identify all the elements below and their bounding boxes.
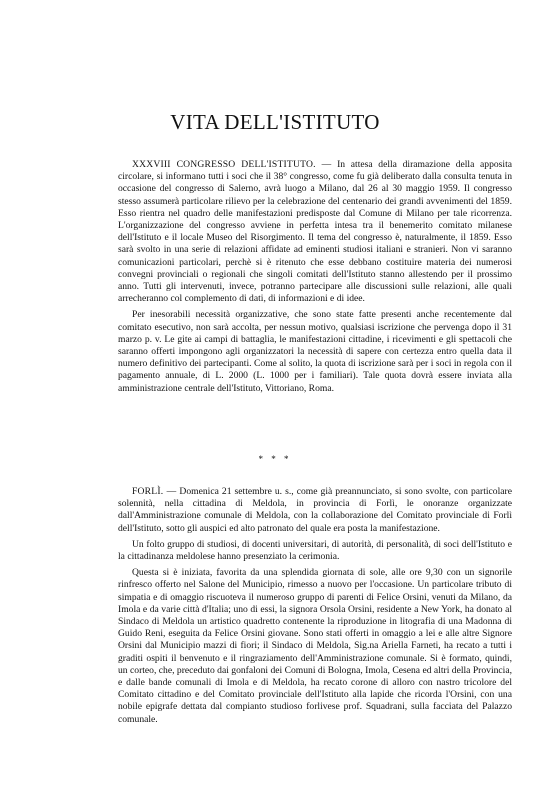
- section-heading: FORLÌ. —: [132, 486, 177, 497]
- paragraph: [118, 486, 512, 535]
- paragraph: Questa si è iniziata, favorita da una splendida giornata di sole, alle ore 9,30 con un signorile rinfresco offerto nel Salone del Municipio, rimesso a nuovo per l'occasione. Un particolare tributo di simpatia e di omaggio riscuoteva il numeroso gruppo di parenti di Felice Orsini, venuti da Milano, da Imola e da varie città d'Italia; uno di essi, la signora Orsola Orsini, residente a New York, ha donato al Sindaco di Meldola un artistico quadretto contenente la riproduzione in litografia di una Madonna di Guido Reni, eseguita da Felice Orsini giovane. Sono stati offerti in omaggio a lei e alle altre Signore Orsini dal Municipio mazzi di fiori; il Sindaco di Meldola, Sig.na Ariella Farneti, ha recato a tutti i graditi ospiti il benvenuto e il ringraziamento dell'Amministrazione comunale. Si è formato, quindi, un corteo, che, preceduto dai gonfaloni dei Comuni di Bologna, Imola, Cesena ed altri della Provincia, e dalle bande comunali di Imola e di Meldola, ha recato corone di alloro con nastro tricolore del Comitato cittadino e del Comitato provinciale dell'Istituto alla lapide che ricorda l'Orsini, con una nobile epigrafe dettata dal compianto studioso forlivese prof. Squadrani, sulla facciata del Palazzo comunale.: [118, 567, 512, 725]
- paragraph-text: In attesa della diramazione della apposita circolare, si informano tutti i soci che il 38° congresso, come fu già deliberato dalla consulta tenuta in occasione del congresso di Salerno, avrà luogo a Milano, dal 26 al 30 maggio 1959. Il congresso stesso assumerà particolare rilievo per la celebrazione del centenario dei grandi avvenimenti del 1859. Esso rientra nel quadro delle manifestazioni predisposte dal Comune di Milano per tale ricorrenza. L'organizzazione del congresso avviene in perfetta intesa tra il benemerito comitato milanese dell'Istituto e il locale Museo del Risorgimento. Il tema del congresso è, naturalmente, il 1859. Esso sarà svolto in una serie di relazioni affidate ad eminenti studiosi italiani e stranieri. Non vi saranno comunicazioni particolari, perchè si è ritenuto che esse debbano costituire materia dei numerosi convegni provinciali o regionali che singoli comitati dell'Istituto stanno allestendo per il prossimo anno. Tutti gli intervenuti, invece, potranno partecipare alle discussioni sulle relazioni, alle quali arrecheranno col complemento di dati, di informazioni e di idee.: [118, 159, 512, 305]
- page-title: VITA DELL'ISTITUTO: [170, 110, 380, 134]
- section-forli: [118, 486, 512, 730]
- section-separator: * * *: [258, 454, 292, 464]
- paragraph: Un folto gruppo di studiosi, di docenti universitari, di autorità, di personalità, di soci dell'Istituto e la cittadinanza meldolese hanno presenziato la cerimonia.: [118, 538, 512, 563]
- section-congresso: [118, 159, 512, 399]
- paragraph: [118, 159, 512, 305]
- paragraph-text: Domenica 21 settembre u. s., come già preannunciato, si sono svolte, con particolare solennità, nella cittadina di Meldola, in provincia di Forlì, le onoranze organizzate dall'Amministrazione comunale di Meldola, con la collaborazione del Comitato provinciale di Forlì dell'Istituto, sotto gli auspici ed alto patronato del quale era posta la manifestazione.: [118, 486, 512, 534]
- paragraph: Per inesorabili necessità organizzative, che sono state fatte presenti anche recentemente dal comitato esecutivo, non sarà accolta, per nessun motivo, qualsiasi iscrizione che pervenga dopo il 31 marzo p. v. Le gite ai campi di battaglia, le manifestazioni cittadine, i ricevimenti e gli spettacoli che saranno offerti impongono agli organizzatori la necessità di sapere con certezza entro quella data il numero definitivo dei partecipanti. Come al solito, la quota di iscrizione sarà per i soci in regola con il pagamento annuale, di L. 2000 (L. 1000 per i familiari). Tale quota dovrà essere inviata alla amministrazione centrale dell'Istituto, Vittoriano, Roma.: [118, 309, 512, 394]
- section-heading: XXXVIII CONGRESSO DELL'ISTITUTO. —: [132, 159, 332, 170]
